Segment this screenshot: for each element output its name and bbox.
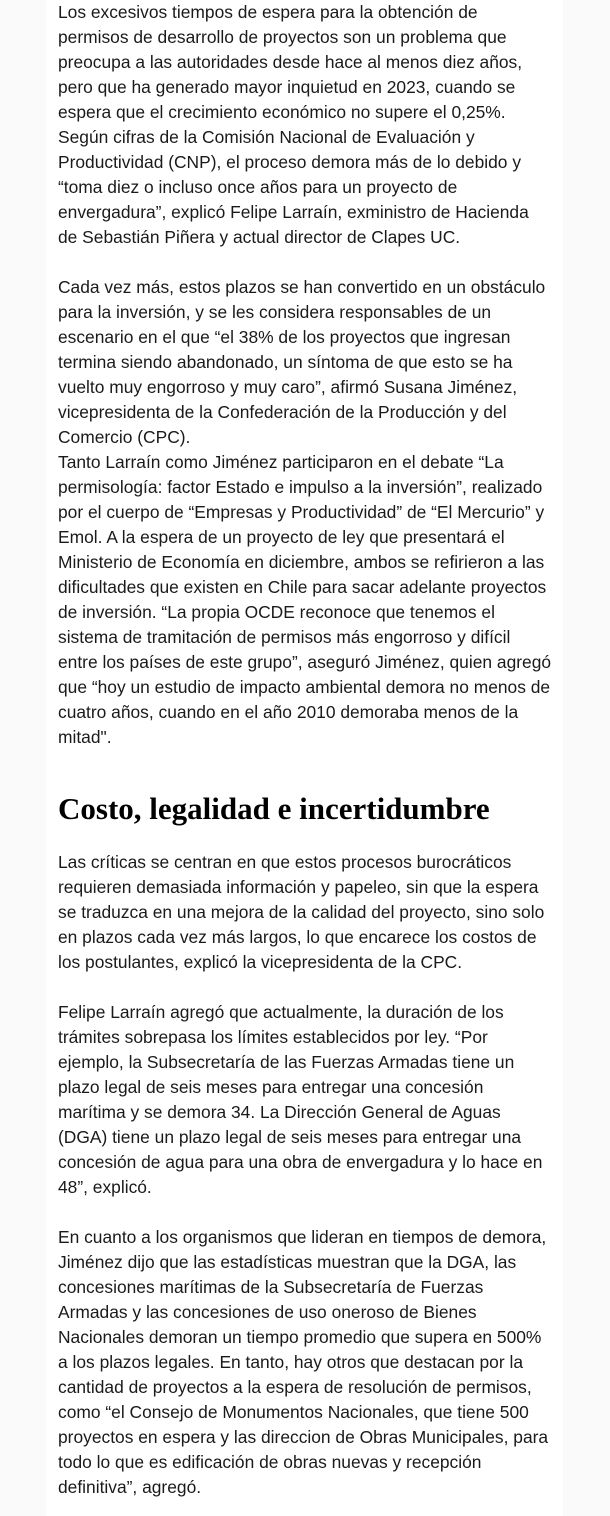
article-paragraph: Las críticas se centran en que estos procesos burocráticos requieren demasiada información y papeleo, sin que la espera se traduzca en una mejora de la calidad del proyecto, sino solo en plazos cada vez más largos, lo que encarece los costos de los postulantes, explicó la vicepresidenta de la CPC. [58,852,545,972]
article-paragraph: Los excesivos tiempos de espera para la obtención de permisos de desarrollo de proyectos son un problema que preocupa a las autoridades desde hace al menos diez años, pero que ha generado mayor inquietud en 2023, cuando se espera que el crecimiento económico no supere el 0,25%. Según cifras de la Comisión Nacional de Evaluación y Productividad (CNP), el proceso demora más de lo debido y “toma diez o incluso once años para un proyecto de envergadura”, explicó Felipe Larraín, exministro de Hacienda de Sebastián Piñera y actual director de Clapes UC. [58,2,529,247]
article-paragraph: En cuanto a los organismos que lideran en tiempos de demora, Jiménez dijo que las estadísticas muestran que la DGA, las concesiones marítimas de la Subsecretaría de Fuerzas Armadas y las concesiones de uso oneroso de Bienes Nacionales demoran un tiempo promedio que supera en 500% a los plazos legales. En tanto, hay otros que destacan por la cantidad de proyectos a la espera de resolución de permisos, como “el Consejo de Monumentos Nacionales, que tiene 500 proyectos en espera y las direccion de Obras Municipales, para todo lo que es edificación de obras nuevas y recepción definitiva”, agregó. [58,1227,549,1497]
article-paragraph: Felipe Larraín agregó que actualmente, la duración de los trámites sobrepasa los límites establecidos por ley. “Por ejemplo, la Subsecretaría de las Fuerzas Armadas tiene un plazo legal de seis meses para entregar una concesión marítima y se demora 34. La Dirección General de Aguas (DGA) tiene un plazo legal de seis meses para entregar una concesión de agua para una obra de envergadura y lo hace en 48”, explicó. [58,1002,543,1197]
article-paragraph: Tanto Larraín como Jiménez participaron en el debate “La permisología: factor Estado e impulso a la inversión”, realizado por el cuerpo de “Empresas y Productividad” de “El Mercurio” y Emol. A la espera de un proyecto de ley que presentará el Ministerio de Economía en diciembre, ambos se refirieron a las dificultades que existen en Chile para sacar adelante proyectos de inversión. “La propia OCDE reconoce que tenemos el sistema de tramitación de permisos más engorroso y difícil entre los países de este grupo”, aseguró Jiménez, quien agregó que “hoy un estudio de impacto ambiental demora no menos de cuatro años, cuando en el año 2010 demoraba menos de la mitad". [58,452,552,747]
section-heading: Costo, legalidad e incertidumbre [58,791,490,826]
article-column [46,0,563,1516]
article-paragraph: Cada vez más, estos plazos se han convertido en un obstáculo para la inversión, y se les considera responsables de un escenario en el que “el 38% de los proyectos que ingresan termina siendo abandonado, un síntoma de que esto se ha vuelto muy engorroso y muy caro”, afirmó Susana Jiménez, vicepresidenta de la Confederación de la Producción y del Comercio (CPC). [58,277,546,447]
